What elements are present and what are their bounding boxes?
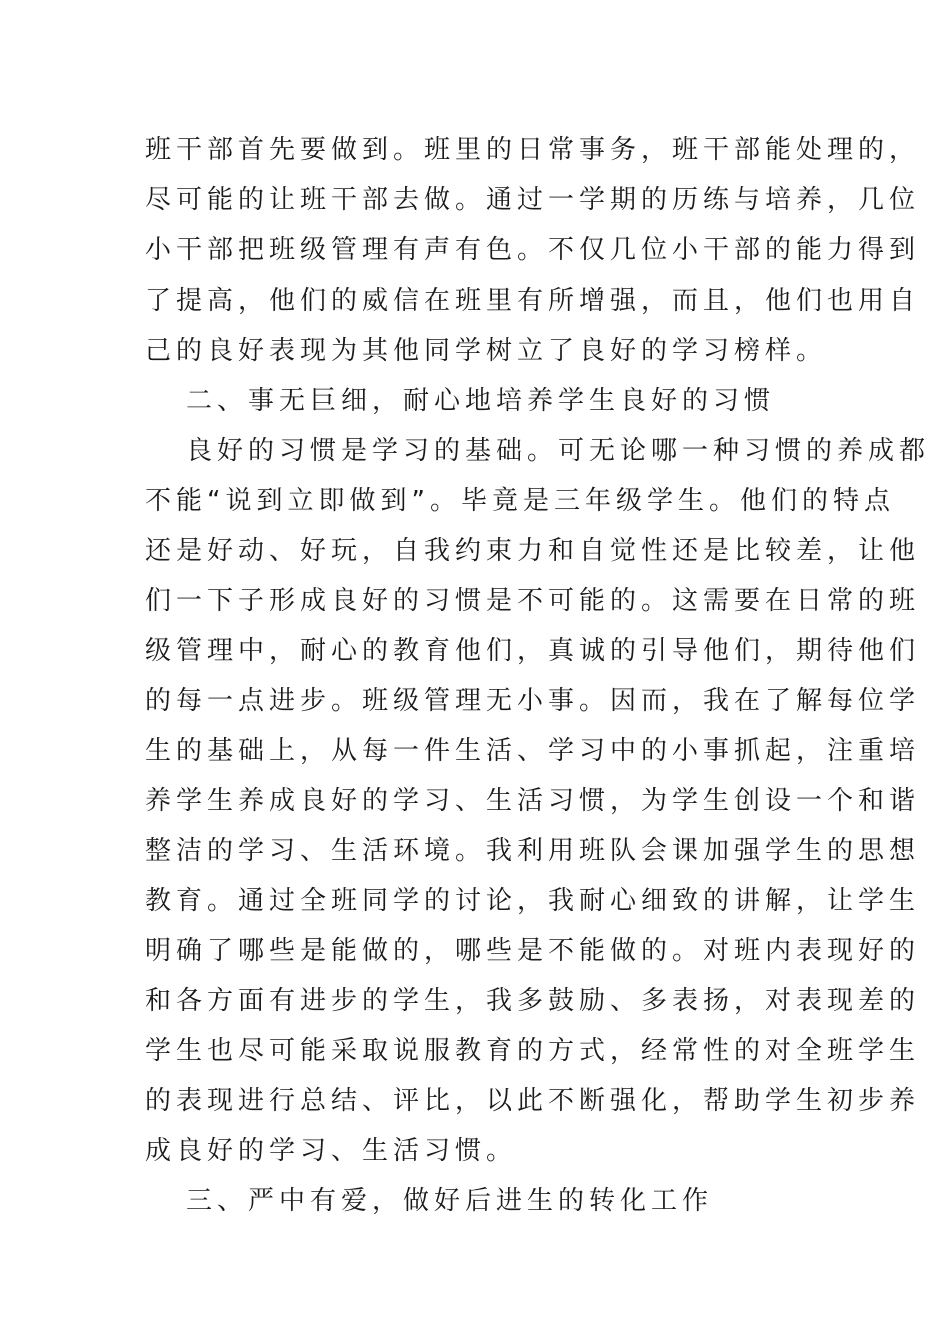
paragraph-line: 良好的习惯是学习的基础。可无论哪一种习惯的养成都 <box>186 436 931 466</box>
paragraph-line: 和各方面有进步的学生，我多鼓励、多表扬，对表现差的 <box>145 986 921 1016</box>
paragraph-line: 级管理中，耐心的教育他们，真诚的引导他们，期待他们 <box>145 636 921 666</box>
paragraph-line: 学生也尽可能采取说服教育的方式，经常性的对全班学生 <box>145 1036 921 1066</box>
paragraph-line: 了提高，他们的威信在班里有所增强，而且，他们也用自 <box>145 286 921 316</box>
paragraph-line: 小干部把班级管理有声有色。不仅几位小干部的能力得到 <box>145 235 921 265</box>
section-heading: 三、严中有爱，做好后进生的转化工作 <box>186 1186 714 1216</box>
paragraph-line: 己的良好表现为其他同学树立了良好的学习榜样。 <box>145 336 828 366</box>
paragraph-line: 明确了哪些是能做的，哪些是不能做的。对班内表现好的 <box>145 936 921 966</box>
paragraph-line: 们一下子形成良好的习惯是不可能的。这需要在日常的班 <box>145 586 921 616</box>
paragraph-line: 的表现进行总结、评比，以此不断强化，帮助学生初步养 <box>145 1086 921 1116</box>
section-heading: 二、事无巨细，耐心地培养学生良好的习惯 <box>186 386 776 416</box>
paragraph-line: 教育。通过全班同学的讨论，我耐心细致的讲解，让学生 <box>145 886 921 916</box>
paragraph-line: 尽可能的让班干部去做。通过一学期的历练与培养，几位 <box>145 185 921 215</box>
paragraph-line: 成良好的学习、生活习惯。 <box>145 1136 518 1166</box>
paragraph-line: 生的基础上，从每一件生活、学习中的小事抓起，注重培 <box>145 736 921 766</box>
paragraph-line: 整洁的学习、生活环境。我利用班队会课加强学生的思想 <box>145 836 921 866</box>
paragraph-line: 的每一点进步。班级管理无小事。因而，我在了解每位学 <box>145 686 921 716</box>
paragraph-line: 不能“说到立即做到”。毕竟是三年级学生。他们的特点 <box>145 486 895 516</box>
paragraph-line: 班干部首先要做到。班里的日常事务，班干部能处理的， <box>145 135 921 165</box>
paragraph-line: 养学生养成良好的学习、生活习惯，为学生创设一个和谐 <box>145 786 921 816</box>
paragraph-line: 还是好动、好玩，自我约束力和自觉性还是比较差，让他 <box>145 536 921 566</box>
